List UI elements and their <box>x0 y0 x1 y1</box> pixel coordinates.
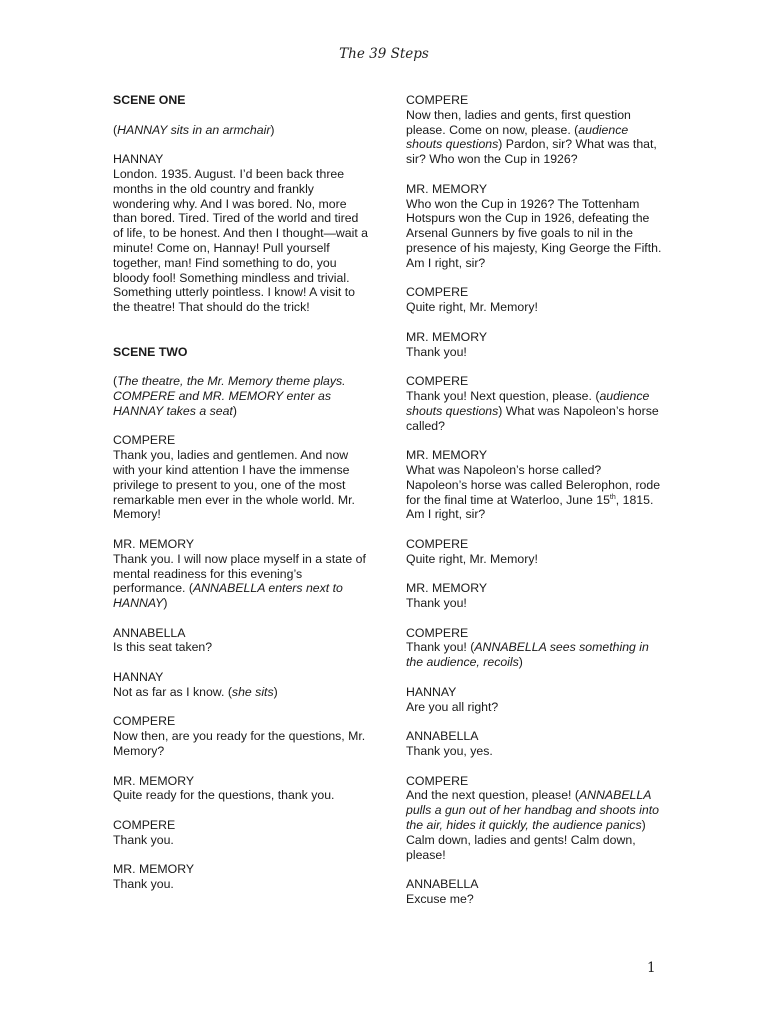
speaker-name: MR. MEMORY <box>406 181 488 196</box>
dialogue-block <box>406 537 664 567</box>
dialogue-text: Thank you! (ANNABELLA sees something in the audience, recoils) <box>406 640 649 670</box>
dialogue-text: Thank you. <box>113 832 174 847</box>
dialogue-text: London. 1935. August. I’d been back three months in the old country and frankly wondering why. And I was bored. No, more than bored. Tired. Tired of the world and tired of life, to be honest. And then I thought—wait a minute! Come on, Hannay! Pull yourself together, man! Find something to do, you bloody fool! Something mindless and trivial. Something utterly pointless. I know! A visit to the theatre! That should do the trick! <box>113 166 368 315</box>
speaker-name: HANNAY <box>406 684 457 699</box>
scene-one-heading: SCENE ONE <box>113 93 186 107</box>
dialogue-text: Quite right, Mr. Memory! <box>406 300 538 315</box>
dialogue-text: Thank you! Next question, please. (audience shouts questions) What was Napoleon’s horse called? <box>406 388 659 433</box>
speaker-name: ANNABELLA <box>113 625 186 640</box>
speaker-name: COMPERE <box>113 433 176 448</box>
dialogue-block <box>406 685 664 715</box>
speaker-name: MR. MEMORY <box>406 448 488 463</box>
dialogue-block <box>406 374 664 433</box>
speaker-name: MR. MEMORY <box>113 536 195 551</box>
dialogue-text: Quite right, Mr. Memory! <box>406 551 538 566</box>
speaker-name: COMPERE <box>406 625 469 640</box>
dialogue-text: And the next question, please! (ANNABELLA pulls a gun out of her handbag and shoots into the air, hides it quickly, the audience panics) Calm down, ladies and gents! Calm down, please! <box>406 788 659 862</box>
speaker-name: COMPERE <box>406 285 469 300</box>
dialogue-block <box>113 774 371 804</box>
dialogue-block <box>113 433 371 522</box>
dialogue-text: Thank you, ladies and gentlemen. And now with your kind attention I have the immense privilege to present to you, one of the most remarkable men ever in the whole world. Mr. Memory! <box>113 448 355 522</box>
speaker-name: COMPERE <box>113 818 176 833</box>
dialogue-text: Thank you! <box>406 344 467 359</box>
dialogue-block <box>406 182 664 271</box>
dialogue-text: Are you all right? <box>406 699 499 714</box>
dialogue-text: Quite ready for the questions, thank you. <box>113 788 335 803</box>
page-number: 1 <box>647 960 656 976</box>
stage-direction: (The theatre, the Mr. Memory theme plays. COMPERE and MR. MEMORY enter as HANNAY takes a seat) <box>113 374 346 418</box>
speaker-name: MR. MEMORY <box>113 773 195 788</box>
stage-direction: (HANNAY sits in an armchair) <box>113 122 275 137</box>
dialogue-block <box>113 626 371 656</box>
dialogue-text: Thank you. I will now place myself in a state of mental readiness for this evening’s performance. (ANNABELLA enters next to HANNAY) <box>113 551 366 611</box>
dialogue-block <box>406 93 664 167</box>
speaker-name: MR. MEMORY <box>113 862 195 877</box>
dialogue-text: Thank you, yes. <box>406 744 493 759</box>
speaker-name: HANNAY <box>113 152 164 167</box>
dialogue-block <box>113 818 371 848</box>
dialogue-text: Now then, are you ready for the questions, Mr. Memory? <box>113 729 366 759</box>
scene-two-heading: SCENE TWO <box>113 344 188 359</box>
dialogue-text: Is this seat taken? <box>113 640 213 655</box>
dialogue-block <box>113 670 371 700</box>
speaker-name: COMPERE <box>406 93 469 107</box>
speaker-name: COMPERE <box>406 536 469 551</box>
dialogue-text: Not as far as I know. (she sits) <box>113 684 278 699</box>
speaker-name: HANNAY <box>113 670 164 685</box>
right-column <box>406 93 664 922</box>
dialogue-block <box>113 714 371 758</box>
page-header-title: The 39 Steps <box>339 46 429 62</box>
speaker-name: COMPERE <box>113 714 176 729</box>
dialogue-block <box>113 862 371 892</box>
speaker-name: MR. MEMORY <box>406 329 488 344</box>
speaker-name: MR. MEMORY <box>406 581 488 596</box>
dialogue-text: Excuse me? <box>406 892 474 907</box>
dialogue-block <box>406 581 664 611</box>
dialogue-block <box>406 877 664 907</box>
dialogue-block <box>113 537 371 611</box>
dialogue-text: Thank you. <box>113 877 174 892</box>
speaker-name: COMPERE <box>406 374 469 389</box>
dialogue-block <box>406 729 664 759</box>
dialogue-block <box>406 626 664 670</box>
speaker-name: ANNABELLA <box>406 729 479 744</box>
dialogue-text: What was Napoleon’s horse called? Napoleon’s horse was called Belerophon, rode for the final time at Waterloo, June 15th, 1815. Am I right, sir? <box>406 462 661 522</box>
dialogue-block <box>113 152 371 315</box>
dialogue-text: Thank you! <box>406 596 467 611</box>
dialogue-text: Now then, ladies and gents, first question please. Come on now, please. (audience shouts questions) Pardon, sir? What was that, sir? Who won the Cup in 1926? <box>406 107 657 167</box>
dialogue-block <box>406 774 664 863</box>
dialogue-text: Who won the Cup in 1926? The Tottenham Hotspurs won the Cup in 1926, defeating the Arsenal Gunners by five goals to nil in the presence of his majesty, King George the Fifth. Am I right, sir? <box>406 196 662 270</box>
dialogue-block <box>406 285 664 315</box>
speaker-name: ANNABELLA <box>406 877 479 892</box>
dialogue-block <box>406 448 664 522</box>
left-column <box>113 93 371 907</box>
speaker-name: COMPERE <box>406 773 469 788</box>
dialogue-block <box>406 330 664 360</box>
